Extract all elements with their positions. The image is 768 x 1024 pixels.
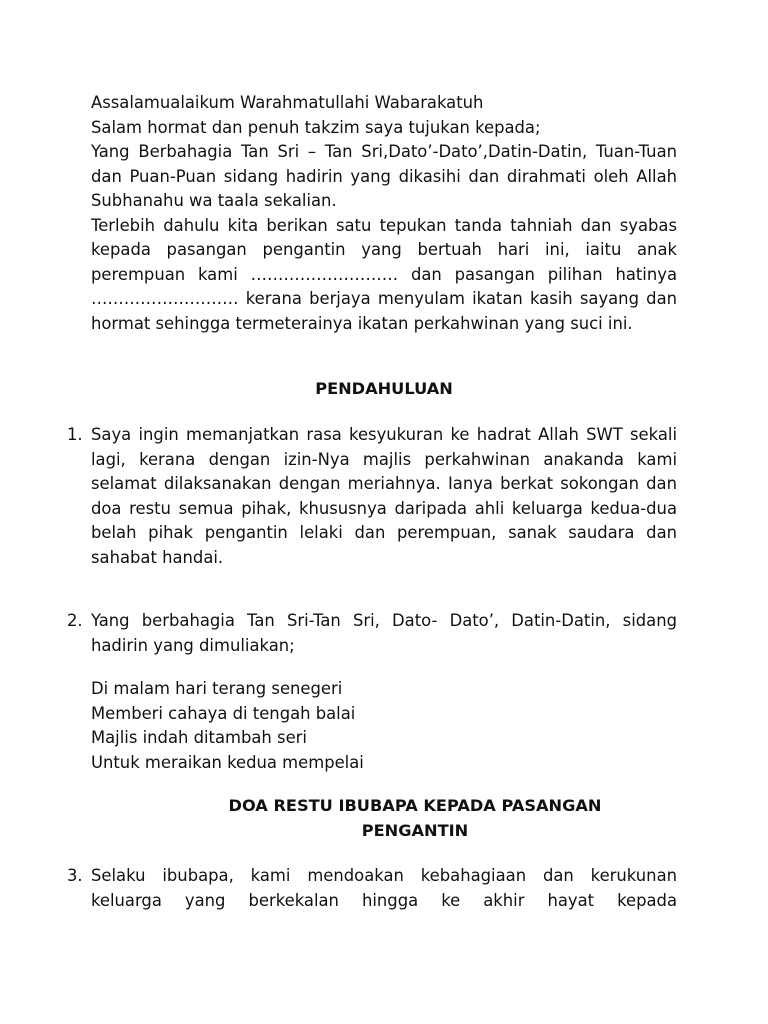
heading-line: PENGANTIN: [361, 820, 469, 840]
heading-line: DOA RESTU IBUBAPA KEPADA PASANGAN: [228, 796, 602, 815]
pantun-verse: [91, 677, 677, 775]
item-text: Saya ingin memanjatkan rasa kesyukuran ke hadrat Allah SWT sekali lagi, kerana dengan izin-Nya majlis perkahwinan anakanda kami selamat dilaksanakan dengan meriahnya. Ianya berkat sokongan dan doa restu semua pihak, khususnya daripada ahli keluarga kedua-dua belah pihak pengantin lelaki dan perempuan, sanak saudara dan sahabat handai.: [91, 425, 677, 567]
item-number: 3.: [67, 866, 83, 885]
item-number: 1.: [67, 425, 83, 444]
congratulation-paragraph: Terlebih dahulu kita berikan satu tepukan tanda tahniah dan syabas kepada pasangan pengantin yang bertuah hari ini, iaitu anak perempuan kami ……………………… dan pasangan pilihan hatinya ……………………… kerana berjaya menyulam ikatan kasih sayang dan hormat sehingga termeterainya ikatan perkahwinan yang suci ini.: [91, 215, 677, 333]
numbered-item-3: [67, 864, 677, 913]
greeting-line: Assalamualaikum Warahmatullahi Wabarakatuh: [91, 93, 484, 112]
address-paragraph: Yang Berbahagia Tan Sri – Tan Sri,Dato’-Dato’,Datin-Datin, Tuan-Tuan dan Puan-Puan sidang hadirin yang dikasihi dan dirahmati oleh Allah Subhanahu wa taala sekalian.: [91, 142, 677, 210]
verse-line: Majlis indah ditambah seri: [91, 728, 307, 747]
section-heading-pendahuluan: PENDAHULUAN: [315, 379, 453, 398]
opening-block: [91, 91, 677, 336]
salutation-line: Salam hormat dan penuh takzim saya tujukan kepada;: [91, 117, 541, 137]
verse-line: Di malam hari terang senegeri: [91, 679, 343, 698]
numbered-item-2: [67, 609, 677, 658]
item-text: Yang berbahagia Tan Sri-Tan Sri, Dato- Dato’, Datin-Datin, sidang hadirin yang dimuliakan;: [91, 611, 677, 655]
item-number: 2.: [67, 611, 83, 630]
section-heading-doa-restu: [91, 794, 739, 843]
numbered-item-1: [67, 423, 677, 570]
verse-line: Untuk meraikan kedua mempelai: [91, 752, 364, 772]
verse-line: Memberi cahaya di tengah balai: [91, 703, 356, 723]
item-text: Selaku ibubapa, kami mendoakan kebahagiaan dan kerukunan keluarga yang berkekalan hingga ke akhir hayat kepada: [91, 866, 677, 910]
